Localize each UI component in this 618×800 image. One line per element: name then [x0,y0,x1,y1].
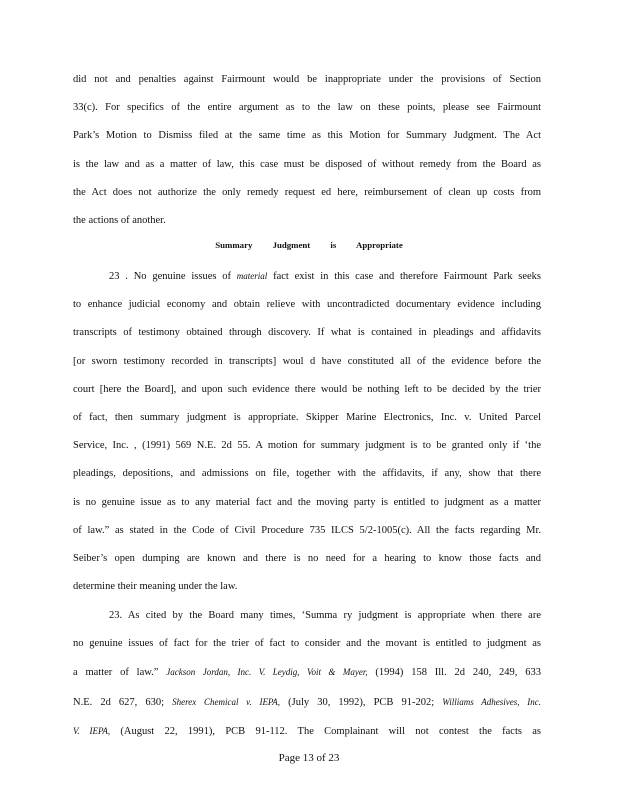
section-heading: Summary Judgment is Appropriate [215,240,403,250]
text-run: (July 30, 1992), PCB 91-202; [280,696,443,708]
case-citation: V. IEPA, [73,725,111,736]
text-run: (August 22, 1991), PCB 91-112. The Complainant will not contest the facts as [110,725,541,737]
text-line [73,717,541,746]
text-line: is no genuine issue as to any material fact and the moving party is entitled to judgment as a matter [73,496,541,508]
text-line: Service, Inc. , (1991) 569 N.E. 2d 55. A motion for summary judgment is to be granted only if ‘the [73,440,541,452]
text-line: determine their meaning under the law. [73,581,238,593]
text-line [73,262,541,291]
text-run: a matter of law.” [73,667,167,679]
text-run: N.E. 2d 627, 630; [73,696,173,708]
case-citation: Sherex Chemical v. IEPA, [172,696,281,707]
case-citation: Williams Adhesives, Inc. [442,696,541,707]
page-number-footer: Page 13 of 23 [278,752,340,764]
text-line: of fact, then summary judgment is appropriate. Skipper Marine Electronics, Inc. v. United Parcel [73,412,541,424]
paragraph-continuation [73,66,541,235]
paragraph-board-citations [73,602,541,746]
paragraph-summary-judgment [73,262,541,601]
text-line: court [here the Board], and upon such evidence there would be nothing left to be decided by the trier [73,383,541,395]
text-line: did not and penalties against Fairmount would be inappropriate under the provisions of Section [73,74,541,85]
text-line: to enhance judicial economy and obtain relieve with uncontradicted documentary evidence including [73,299,541,311]
italic-text: material [236,271,268,281]
text-line [73,688,541,717]
text-line: [or sworn testimony recorded in transcripts] woul d have constituted all of the evidence before the [73,355,541,367]
text-line [73,658,541,687]
text-line: 33(c). For specifics of the entire argument as to the law on these points, please see Fairmount [73,102,541,114]
text-line: no genuine issues of fact for the trier of fact to consider and the movant is entitled to judgment as [73,638,541,650]
text-line: Park’s Motion to Dismiss filed at the same time as this Motion for Summary Judgment. The Act [73,130,541,142]
text-line: pleadings, depositions, and admissions on file, together with the affidavits, if any, show that there [73,468,541,480]
text-run: (1994) 158 Ill. 2d 240, 249, 633 [367,667,541,679]
text-line: of law.” as stated in the Code of Civil Procedure 735 ILCS 5/2-1005(c). All the facts regarding Mr. [73,524,541,536]
text-line: 23. As cited by the Board many times, ‘Summa ry judgment is appropriate when there are [109,610,541,621]
text-run: 23 . No genuine issues of [109,271,237,282]
text-line: the Act does not authorize the only remedy request ed here, reimbursement of clean up costs from [73,186,541,198]
text-line: Seiber’s open dumping are known and there is no need for a hearing to know those facts and [73,553,541,565]
text-run: fact exist in this case and therefore Fairmount Park seeks [267,271,541,282]
text-line: the actions of another. [73,215,166,227]
text-line: is the law and as a matter of law, this case must be disposed of without remedy from the Board as [73,158,541,170]
case-citation: Jackson Jordan, Inc. V. Leydig, Voit & Mayer, [166,667,368,678]
text-line: transcripts of testimony obtained through discovery. If what is contained in pleadings and affidavits [73,327,541,339]
